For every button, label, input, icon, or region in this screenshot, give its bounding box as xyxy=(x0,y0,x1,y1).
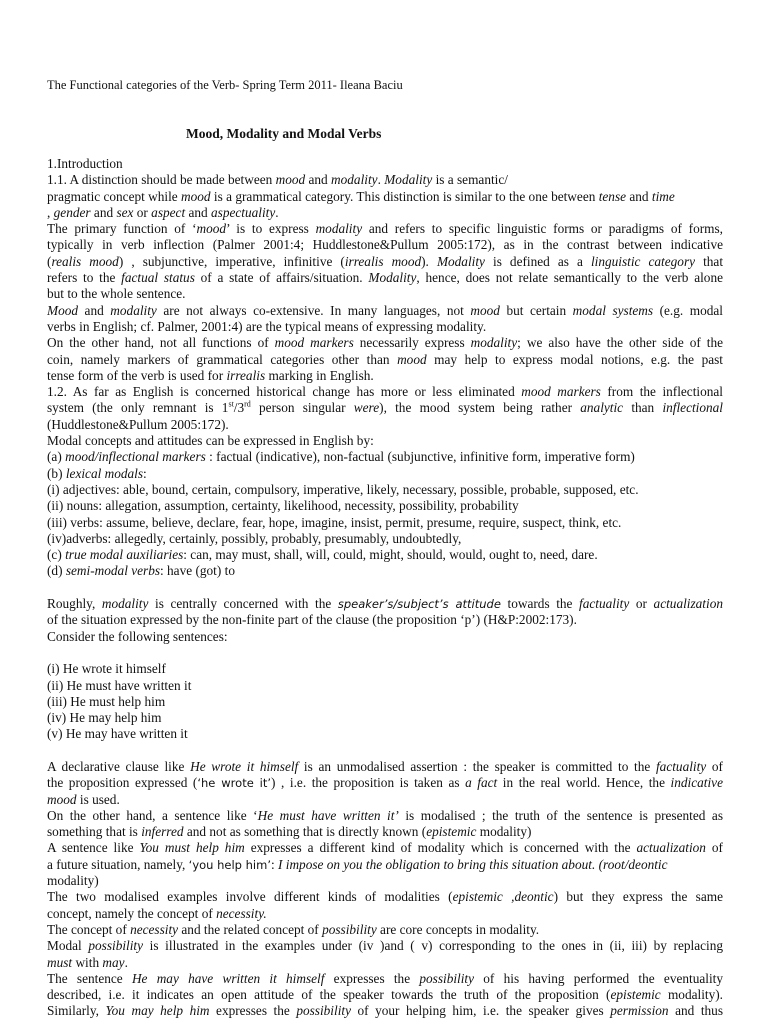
text-run: Roughly, xyxy=(47,596,102,612)
text-line xyxy=(47,384,723,400)
text-run: (e.g. modal xyxy=(653,302,723,318)
blank-line xyxy=(47,743,723,759)
italic-text: irrealis xyxy=(226,367,266,383)
italic-text: realis mood xyxy=(51,253,119,269)
superscript: rd xyxy=(244,400,251,410)
italic-text: possibility xyxy=(419,970,475,986)
text-run: expresses the xyxy=(324,970,420,986)
text-run: (i) adjectives: able, bound, certain, compulsory, imperative, likely, necessary, possible, probable, supposed, etc. xyxy=(47,481,639,497)
italic-text: necessity. xyxy=(216,905,267,921)
italic-text: actualization xyxy=(636,840,706,856)
italic-text: He wrote it himself xyxy=(190,758,299,774)
text-line xyxy=(47,205,723,221)
text-run: and refers to specific linguistic forms or paradigms of forms, xyxy=(362,221,723,237)
italic-text: must xyxy=(47,954,73,970)
text-run: and thus xyxy=(668,1003,723,1019)
text-run: expresses the xyxy=(209,1003,297,1019)
italic-text: modality xyxy=(110,302,157,318)
text-line xyxy=(47,612,723,628)
text-run: ( xyxy=(47,253,52,269)
running-header: The Functional categories of the Verb- Spring Term 2011- Ileana Baciu xyxy=(47,78,403,92)
text-run: (a) xyxy=(47,449,66,465)
italic-text: irrealis mood xyxy=(344,253,422,269)
italic-text: mood xyxy=(196,221,227,237)
text-run: may help to express modal notions, e.g. the past xyxy=(426,351,723,367)
text-run: typically in verb inflection (Palmer 2001:4; Huddlestone&Pullum 2005:172), as in the contrast between indicative xyxy=(47,237,723,253)
text-run: : xyxy=(143,465,147,481)
text-run: (iv)adverbs: allegedly, certainly, possibly, probably, presumably, undoubtedly, xyxy=(47,530,462,546)
text-run: concept, namely the concept of xyxy=(47,905,217,921)
text-line xyxy=(47,938,723,954)
text-run: : can, may must, shall, will, could, might, should, would, ought to, need, dare. xyxy=(183,547,598,563)
text-line xyxy=(47,449,723,465)
text-run: described, i.e. it indicates an open attitude of the speaker towards the truth of the proposition ( xyxy=(47,987,611,1003)
text-run: . xyxy=(124,954,128,970)
text-run: ‘he wrote it’ xyxy=(197,776,272,791)
text-run: is modalised ; the truth of the sentence is presented as xyxy=(398,807,723,823)
text-line xyxy=(47,792,723,808)
text-run: or xyxy=(629,596,654,612)
text-line xyxy=(47,352,723,368)
text-run: , xyxy=(47,204,54,220)
text-run: is defined as a xyxy=(484,253,591,269)
text-run: is a semantic/ xyxy=(432,172,508,188)
text-line xyxy=(47,400,723,416)
italic-text: mood xyxy=(470,302,500,318)
text-line xyxy=(47,237,723,253)
text-run: that xyxy=(695,253,723,269)
text-run: (v) He may have written it xyxy=(47,726,188,742)
text-run: expresses a different kind of modality which is concerned with the xyxy=(244,840,637,856)
text-run: tense form of the verb is used for xyxy=(47,367,227,383)
italic-text: He must have written it’ xyxy=(257,807,399,823)
italic-text: Mood xyxy=(47,302,79,318)
text-run: . xyxy=(377,172,385,188)
italic-text: I impose on you the obligation to bring this situation about. (root/deontic xyxy=(278,856,668,872)
text-run: 1.1. A distinction should be made between xyxy=(47,172,276,188)
text-run: pragmatic concept while xyxy=(47,188,182,204)
text-run: ). xyxy=(421,253,437,269)
italic-text: mood xyxy=(275,172,306,188)
text-run: towards the xyxy=(500,596,580,612)
text-run: and xyxy=(305,172,332,188)
text-run: modality). xyxy=(660,987,723,1003)
text-run: ’ is to express xyxy=(226,221,316,237)
text-run: On the other hand, not all functions of xyxy=(47,335,275,351)
text-run: is a grammatical category. This distinction is similar to the one between xyxy=(210,188,599,204)
italic-text: factuality xyxy=(655,758,707,774)
italic-text: analytic xyxy=(580,400,624,416)
italic-text: time xyxy=(651,188,675,204)
italic-text: tense xyxy=(598,188,627,204)
text-run: and xyxy=(185,204,212,220)
text-line xyxy=(47,694,723,710)
text-line xyxy=(47,498,723,514)
text-line xyxy=(47,808,723,824)
text-run: are core concepts in modality. xyxy=(376,921,540,937)
text-run: modality) xyxy=(47,873,99,889)
text-line xyxy=(47,254,723,270)
text-run: is used. xyxy=(76,791,120,807)
text-run: ; we also have the other side of the xyxy=(517,335,723,351)
text-run: (Huddlestone&Pullum 2005:172). xyxy=(47,416,229,432)
text-run: ) , subjunctive, imperative, infinitive ( xyxy=(118,253,345,269)
text-line xyxy=(47,726,723,742)
text-run: than xyxy=(623,400,663,416)
italic-text: indicative xyxy=(670,775,723,791)
italic-text: epistemic ,deontic xyxy=(452,889,554,905)
italic-text: factuality xyxy=(579,596,630,612)
italic-text: Modality xyxy=(368,270,417,286)
text-line xyxy=(47,775,723,791)
text-line xyxy=(47,417,723,433)
text-line xyxy=(47,156,723,172)
text-run: ) , i.e. the proposition is taken as xyxy=(271,775,466,791)
text-run: (d) xyxy=(47,563,66,579)
italic-text: possibility xyxy=(296,1003,351,1019)
text-run: Similarly, xyxy=(47,1003,106,1019)
italic-text: possibility xyxy=(322,921,377,937)
italic-text: He may have written it himself xyxy=(131,970,325,986)
italic-text: mood markers xyxy=(521,384,601,400)
text-line xyxy=(47,955,723,971)
text-line xyxy=(47,221,723,237)
text-run: The concept of xyxy=(47,921,131,937)
italic-text: inferred xyxy=(141,824,184,840)
text-run: and xyxy=(626,188,652,204)
italic-text: necessity xyxy=(130,921,179,937)
blank-line xyxy=(47,645,723,661)
section-title: Mood, Modality and Modal Verbs xyxy=(186,126,382,141)
italic-text: gender xyxy=(53,204,91,220)
text-run: and not as something that is directly known ( xyxy=(183,824,427,840)
text-run: from the inflectional xyxy=(600,384,723,400)
text-run: but to the whole sentence. xyxy=(47,286,186,302)
italic-text: aspect xyxy=(151,204,186,220)
italic-text: speaker’s/subject’s attitude xyxy=(337,597,501,612)
text-run: marking in English. xyxy=(265,367,374,383)
italic-text: inflectional xyxy=(662,400,723,416)
text-run: The two modalised examples involve different kinds of modalities ( xyxy=(47,889,453,905)
text-run: in the real world. Hence, the xyxy=(497,775,671,791)
italic-text: semi-modal verbs xyxy=(65,563,161,579)
text-run: A sentence like xyxy=(47,840,140,856)
text-run: something that is xyxy=(47,824,142,840)
italic-text: epistemic xyxy=(610,987,661,1003)
text-line xyxy=(47,515,723,531)
italic-text: true modal auxiliaries xyxy=(65,547,184,563)
italic-text: modality xyxy=(101,596,149,612)
italic-text: mood markers xyxy=(274,335,354,351)
text-run: is an unmodalised assertion : the speaker is committed to the xyxy=(298,758,656,774)
blank-line xyxy=(47,580,723,596)
italic-text: may xyxy=(102,954,125,970)
italic-text: mood xyxy=(181,188,211,204)
text-line xyxy=(47,270,723,286)
italic-text: modality xyxy=(331,172,378,188)
text-run: coin, namely markers of grammatical categories other than xyxy=(47,351,398,367)
text-run: (c) xyxy=(47,547,66,563)
text-line xyxy=(47,889,723,905)
text-run: (b) xyxy=(47,465,66,481)
text-run: is centrally concerned with the xyxy=(148,596,338,612)
text-run: (ii) He must have written it xyxy=(47,677,192,693)
italic-text: permission xyxy=(610,1003,669,1019)
text-line xyxy=(47,971,723,987)
text-line xyxy=(47,759,723,775)
italic-text: were xyxy=(353,400,380,416)
text-run: Modal concepts and attitudes can be expressed in English by: xyxy=(47,433,374,449)
italic-text: mood xyxy=(47,791,77,807)
text-line xyxy=(47,857,723,873)
italic-text: modal systems xyxy=(572,302,654,318)
text-run: The primary function of ‘ xyxy=(47,221,197,237)
italic-text: modality xyxy=(470,335,518,351)
text-run: /3 xyxy=(233,400,245,416)
text-run: Modal xyxy=(47,938,89,954)
text-run: (ii) nouns: allegation, assumption, certainty, likelihood, necessity, possibility, probability xyxy=(47,498,519,514)
text-run: of his having performed the eventuality xyxy=(474,970,723,986)
text-line xyxy=(47,368,723,384)
text-line xyxy=(47,172,723,188)
text-run: person singular xyxy=(250,400,354,416)
italic-text: possibility xyxy=(88,938,144,954)
superscript: st xyxy=(228,400,234,410)
text-run: The sentence xyxy=(47,970,132,986)
text-run: refers to the xyxy=(47,270,122,286)
text-line xyxy=(47,987,723,1003)
text-run: is illustrated in the examples under (iv )and ( v) corresponding to the ones in (ii, iii) by replacing xyxy=(143,938,723,954)
italic-text: linguistic category xyxy=(590,253,696,269)
text-run: a future situation, namely, xyxy=(47,856,189,872)
text-run: ) but they express the same xyxy=(553,889,723,905)
text-run: (iv) He may help him xyxy=(47,710,162,726)
text-line xyxy=(47,319,723,335)
italic-text: You must help him xyxy=(139,840,245,856)
text-line xyxy=(47,303,723,319)
text-run: and xyxy=(90,204,117,220)
text-line xyxy=(47,678,723,694)
text-line xyxy=(47,840,723,856)
text-line xyxy=(47,482,723,498)
text-run: of xyxy=(706,758,723,774)
italic-text: mood/inflectional markers xyxy=(65,449,206,465)
text-run: (iii) He must help him xyxy=(47,693,166,709)
italic-text: epistemic xyxy=(426,824,477,840)
text-run: 1.Introduction xyxy=(47,156,123,171)
text-run: ‘you help him’ xyxy=(188,857,271,872)
text-run: (i) He wrote it himself xyxy=(47,661,166,677)
text-line xyxy=(47,1003,723,1019)
text-line xyxy=(47,466,723,482)
italic-text: mood xyxy=(397,351,427,367)
text-line xyxy=(47,824,723,840)
text-run: : have (got) to xyxy=(160,563,235,579)
text-run: and the related concept of xyxy=(178,921,323,937)
text-run: modality) xyxy=(476,824,532,840)
italic-text: a fact xyxy=(465,775,498,791)
text-run: : xyxy=(270,856,278,872)
italic-text: sex xyxy=(116,204,134,220)
text-line xyxy=(47,531,723,547)
text-run: and xyxy=(78,302,111,318)
text-line xyxy=(47,922,723,938)
text-run: but certain xyxy=(499,302,573,318)
text-run: system (the only remnant is 1 xyxy=(47,400,229,416)
text-run: the proposition expressed ( xyxy=(47,775,198,791)
text-line xyxy=(47,629,723,645)
text-line xyxy=(47,596,723,612)
italic-text: actualization xyxy=(653,596,723,612)
italic-text: Modality xyxy=(384,172,433,188)
text-run: (iii) verbs: assume, believe, declare, fear, hope, imagine, insist, permit, presume, require, suspect, think, etc. xyxy=(47,514,622,530)
text-run: . xyxy=(275,204,279,220)
text-run: or xyxy=(133,204,152,220)
italic-text: modality xyxy=(315,221,363,237)
italic-text: You may help him xyxy=(105,1003,210,1019)
text-run: verbs in English; cf. Palmer, 2001:4) are the typical means of expressing modality. xyxy=(47,318,487,334)
text-run: , hence, does not relate semantically to the verb alone xyxy=(416,270,723,286)
italic-text: factual status xyxy=(121,270,195,286)
text-line xyxy=(47,661,723,677)
text-line xyxy=(47,335,723,351)
text-run: ), the mood system being rather xyxy=(379,400,581,416)
text-run: are not always co-extensive. In many languages, not xyxy=(156,302,471,318)
text-line xyxy=(47,547,723,563)
text-run: of the situation expressed by the non-finite part of the clause (the proposition ‘p’) (H&P:2002:173). xyxy=(47,612,577,628)
text-run: On the other hand, a sentence like ‘ xyxy=(47,807,258,823)
text-run: Consider the following sentences: xyxy=(47,628,228,644)
text-run: necessarily express xyxy=(353,335,471,351)
italic-text: lexical modals xyxy=(65,465,144,481)
italic-text: Modality xyxy=(436,253,485,269)
italic-text: aspectuality xyxy=(211,204,276,220)
text-run: : factual (indicative), non-factual (subjunctive, infinitive form, imperative form) xyxy=(205,449,635,465)
text-line xyxy=(47,563,723,579)
text-run: 1.2. As far as English is concerned historical change has more or less eliminated xyxy=(47,384,522,400)
text-line xyxy=(47,286,723,302)
text-line xyxy=(47,189,723,205)
text-run: of your helping him, i.e. the speaker gives xyxy=(350,1003,611,1019)
text-line xyxy=(47,873,723,889)
text-run: of a state of affairs/situation. xyxy=(194,270,369,286)
text-run: with xyxy=(72,954,103,970)
text-line xyxy=(47,710,723,726)
text-run: of xyxy=(705,840,723,856)
text-line xyxy=(47,906,723,922)
text-run: A declarative clause like xyxy=(47,758,191,774)
document-body xyxy=(47,156,723,1020)
text-line xyxy=(47,433,723,449)
